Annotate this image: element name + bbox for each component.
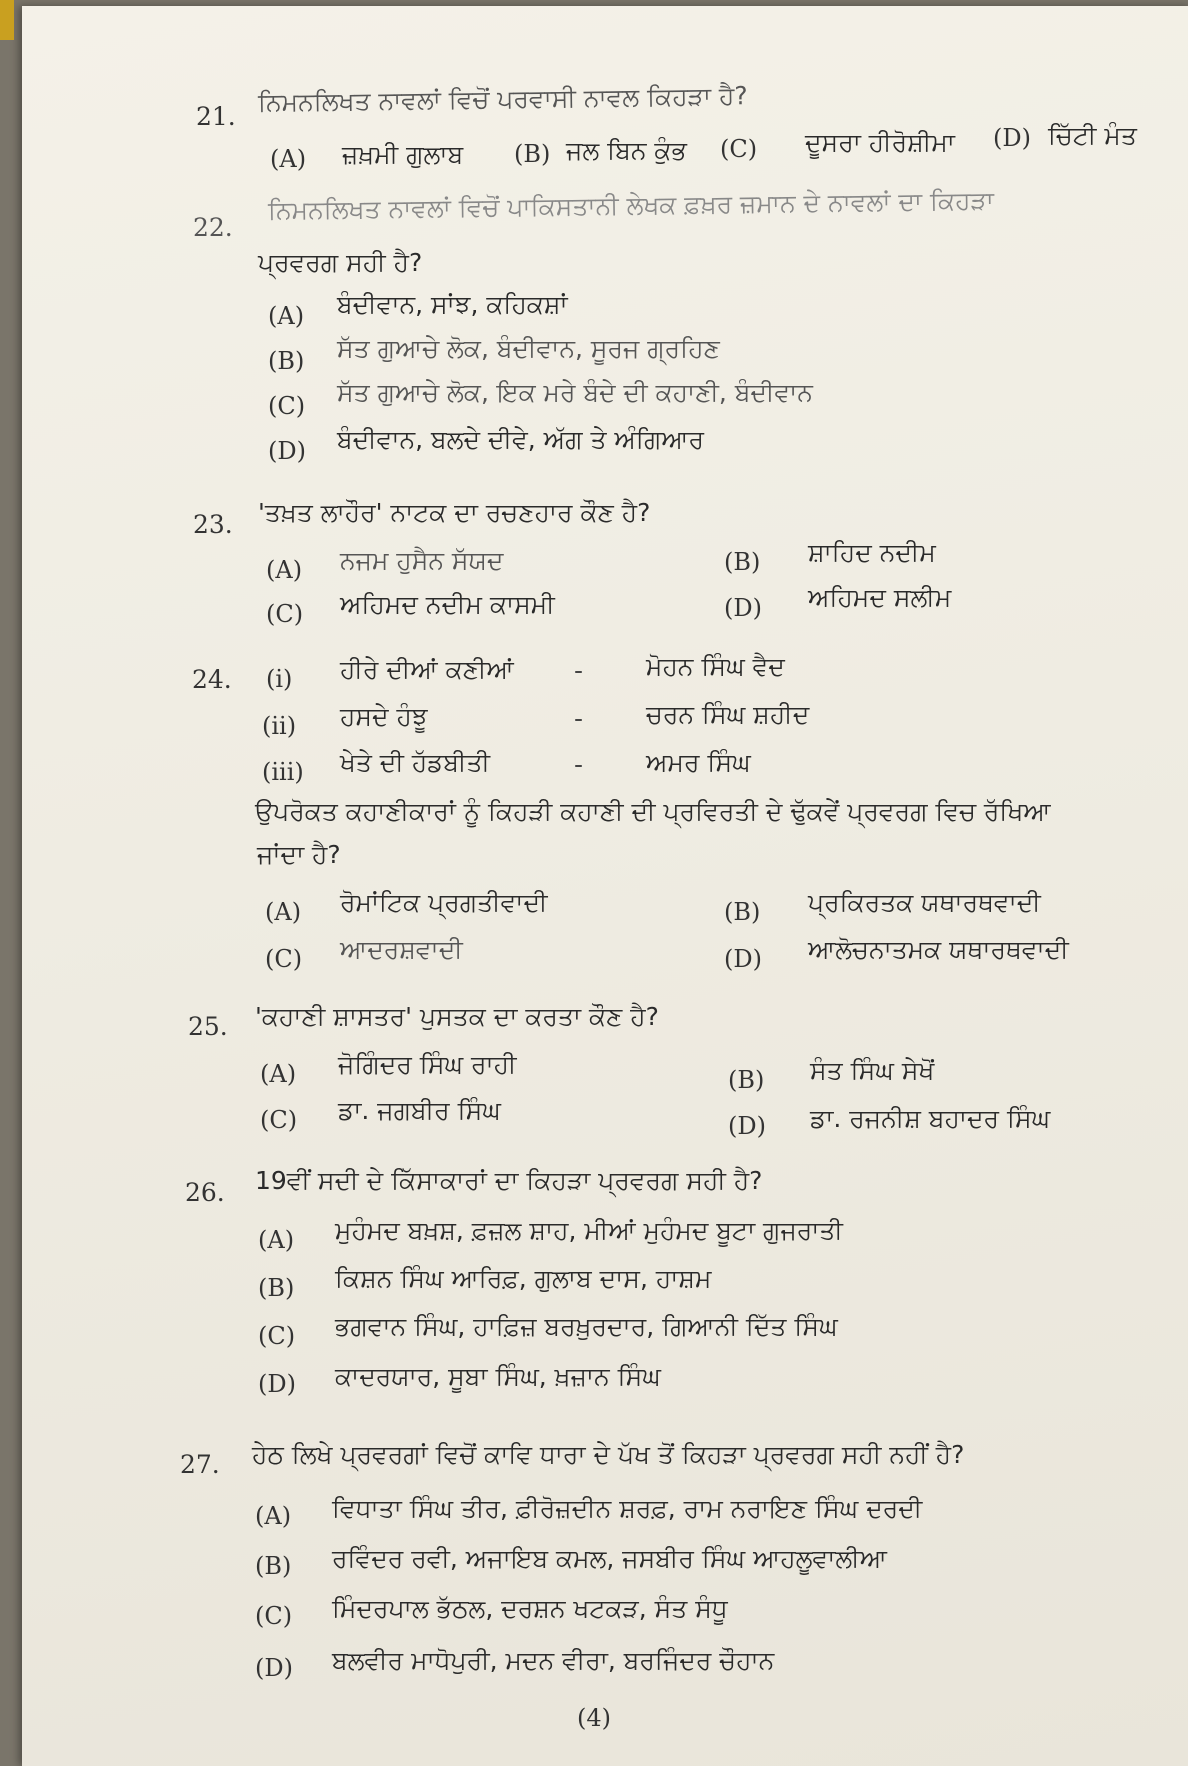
option-text: ਜੋਗਿੰਦਰ ਸਿੰਘ ਰਾਹੀ: [338, 1050, 517, 1079]
option-text: ਅਹਿਮਦ ਨਦੀਮ ਕਾਸਮੀ: [340, 590, 555, 619]
option-label: (B): [724, 548, 761, 576]
question-number: 24.: [192, 665, 232, 694]
pair-author: ਚਰਨ ਸਿੰਘ ਸ਼ਹੀਦ: [646, 700, 810, 729]
pair-number: (i): [266, 665, 293, 693]
option-label: (A): [260, 1060, 297, 1088]
question-number: 21.: [196, 102, 236, 131]
question-text: 'ਕਹਾਣੀ ਸ਼ਾਸਤਰ' ਪੁਸਤਕ ਦਾ ਕਰਤਾ ਕੌਣ ਹੈ?: [255, 1002, 659, 1031]
option-label: (D): [728, 1112, 766, 1140]
option-text: ਰਵਿੰਦਰ ਰਵੀ, ਅਜਾਇਬ ਕਮਲ, ਜਸਬੀਰ ਸਿੰਘ ਆਹਲੂਵਾਲੀਆ: [332, 1544, 887, 1573]
option-text: ਬਲਵੀਰ ਮਾਧੋਪੁਰੀ, ਮਦਨ ਵੀਰਾ, ਬਰਜਿੰਦਰ ਚੌਹਾਨ: [332, 1646, 775, 1675]
question-text: ਉਪਰੋਕਤ ਕਹਾਣੀਕਾਰਾਂ ਨੂੰ ਕਿਹੜੀ ਕਹਾਣੀ ਦੀ ਪ੍ਰਵਿਰਤੀ ਦੇ ਢੁੱਕਵੇਂ ਪ੍ਰਵਰਗ ਵਿਚ ਰੱਖਿਆ: [255, 797, 1051, 826]
option-text: ਮੁਹੰਮਦ ਬਖ਼ਸ਼, ਫ਼ਜ਼ਲ ਸ਼ਾਹ, ਮੀਆਂ ਮੁਹੰਮਦ ਬੂਟਾ ਗੁਜਰਾਤੀ: [335, 1216, 843, 1245]
question-number: 22.: [193, 213, 233, 242]
question-text-continued: ਪ੍ਰਵਰਗ ਸਹੀ ਹੈ?: [258, 248, 423, 277]
option-label: (A): [255, 1502, 292, 1530]
option-text: ਬੰਦੀਵਾਨ, ਬਲਦੇ ਦੀਵੇ, ਅੱਗ ਤੇ ਅੰਗਿਆਰ: [337, 425, 705, 454]
option-text: ਵਿਧਾਤਾ ਸਿੰਘ ਤੀਰ, ਫ਼ੀਰੋਜ਼ਦੀਨ ਸ਼ਰਫ਼, ਰਾਮ ਨਰਾਇਣ ਸਿੰਘ ਦਰਦੀ: [332, 1494, 923, 1523]
pair-author: ਅਮਰ ਸਿੰਘ: [646, 748, 751, 777]
question-text: ਨਿਮਨਲਿਖਤ ਨਾਵਲਾਂ ਵਿਚੋਂ ਪਾਕਿਸਤਾਨੀ ਲੇਖਕ ਫ਼ਖ਼ਰ ਜ਼ਮਾਨ ਦੇ ਨਾਵਲਾਂ ਦਾ ਕਿਹੜਾ: [267, 185, 995, 225]
option-label: (C): [720, 135, 758, 163]
page-number: (4): [577, 1704, 611, 1732]
option-label: (D): [255, 1654, 293, 1682]
question-number: 27.: [180, 1450, 220, 1479]
option-label: (D): [993, 124, 1031, 152]
option-text: ਆਦਰਸ਼ਵਾਦੀ: [340, 935, 463, 964]
question-text: 19ਵੀਂ ਸਦੀ ਦੇ ਕਿੱਸਾਕਾਰਾਂ ਦਾ ਕਿਹੜਾ ਪ੍ਰਵਰਗ ਸਹੀ ਹੈ?: [255, 1166, 763, 1195]
pair-title: ਹੀਰੇ ਦੀਆਂ ਕਣੀਆਂ: [340, 655, 514, 684]
option-label: (A): [258, 1226, 295, 1254]
question-text: ਨਿਮਨਲਿਖਤ ਨਾਵਲਾਂ ਵਿਚੋਂ ਪਰਵਾਸੀ ਨਾਵਲ ਕਿਹੜਾ ਹੈ?: [257, 81, 748, 117]
option-text: ਭਗਵਾਨ ਸਿੰਘ, ਹਾਫ਼ਿਜ਼ ਬਰਖ਼ੁਰਦਾਰ, ਗਿਆਨੀ ਦਿੱਤ ਸਿੰਘ: [335, 1312, 838, 1341]
option-text: ਆਲੋਚਨਾਤਮਕ ਯਥਾਰਥਵਾਦੀ: [808, 935, 1069, 964]
option-label: (C): [255, 1602, 293, 1630]
question-number: 26.: [185, 1178, 225, 1207]
option-text: ਬੰਦੀਵਾਨ, ਸਾਂਝ, ਕਹਿਕਸ਼ਾਂ: [337, 290, 568, 319]
question-number: 25.: [188, 1012, 228, 1041]
option-label: (B): [258, 1274, 295, 1302]
option-label: (D): [724, 594, 762, 622]
option-label: (B): [514, 140, 551, 168]
option-text: ਕਿਸ਼ਨ ਸਿੰਘ ਆਰਿਫ਼, ਗੁਲਾਬ ਦਾਸ, ਹਾਸ਼ਮ: [335, 1264, 712, 1293]
option-label: (B): [255, 1552, 292, 1580]
option-label: (C): [265, 945, 303, 973]
question-text: ਹੇਠ ਲਿਖੇ ਪ੍ਰਵਰਗਾਂ ਵਿਚੋਂ ਕਾਵਿ ਧਾਰਾ ਦੇ ਪੱਖ ਤੋਂ ਕਿਹੜਾ ਪ੍ਰਵਰਗ ਸਹੀ ਨਹੀਂ ਹੈ?: [252, 1440, 965, 1469]
option-label: (C): [266, 600, 304, 628]
option-text: ਦੂਸਰਾ ਹੀਰੋਸ਼ੀਮਾ: [805, 128, 955, 157]
option-text: ਅਹਿਮਦ ਸਲੀਮ: [808, 583, 952, 612]
option-label: (A): [270, 145, 307, 173]
pair-dash: -: [574, 750, 584, 779]
option-text: ਸੱਤ ਗੁਆਚੇ ਲੋਕ, ਇਕ ਮਰੇ ਬੰਦੇ ਦੀ ਕਹਾਣੀ, ਬੰਦੀਵਾਨ: [337, 378, 813, 407]
page-edge: [0, 0, 14, 40]
option-label: (C): [260, 1106, 298, 1134]
option-text: ਪ੍ਰਕਿਰਤਕ ਯਥਾਰਥਵਾਦੀ: [808, 888, 1041, 917]
question-number: 23.: [193, 510, 233, 539]
option-label: (C): [268, 392, 306, 420]
question-text-continued: ਜਾਂਦਾ ਹੈ?: [257, 840, 341, 869]
option-label: (C): [258, 1322, 296, 1350]
pair-number: (ii): [262, 712, 297, 740]
option-label: (B): [724, 898, 761, 926]
option-label: (D): [268, 437, 306, 465]
option-label: (A): [265, 898, 302, 926]
option-text: ਜਲ ਬਿਨ ਕੁੰਭ: [566, 136, 687, 165]
pair-dash: -: [574, 656, 584, 685]
option-text: ਸੰਤ ਸਿੰਘ ਸੇਖੋਂ: [810, 1056, 935, 1085]
option-label: (A): [266, 556, 303, 584]
option-text: ਕਾਦਰਯਾਰ, ਸੂਬਾ ਸਿੰਘ, ਖ਼ਜ਼ਾਨ ਸਿੰਘ: [335, 1362, 661, 1391]
pair-number: (iii): [262, 758, 304, 786]
option-text: ਚਿੱਟੀ ਮੰਤ: [1048, 121, 1137, 150]
option-label: (B): [268, 347, 305, 375]
pair-title: ਖੇਤੇ ਦੀ ਹੱਡਬੀਤੀ: [340, 748, 491, 777]
option-text: ਸੱਤ ਗੁਆਚੇ ਲੋਕ, ਬੰਦੀਵਾਨ, ਸੂਰਜ ਗ੍ਰਹਿਣ: [337, 334, 720, 363]
pair-dash: -: [574, 704, 584, 733]
option-text: ਡਾ. ਜਗਬੀਰ ਸਿੰਘ: [338, 1096, 501, 1125]
pair-title: ਹਸਦੇ ਹੰਝੂ: [340, 702, 428, 731]
question-text: 'ਤਖ਼ਤ ਲਾਹੌਰ' ਨਾਟਕ ਦਾ ਰਚਣਹਾਰ ਕੌਣ ਹੈ?: [258, 498, 651, 527]
option-text: ਡਾ. ਰਜਨੀਸ਼ ਬਹਾਦਰ ਸਿੰਘ: [810, 1104, 1051, 1133]
option-label: (D): [258, 1370, 296, 1398]
option-text: ਜ਼ਖ਼ਮੀ ਗੁਲਾਬ: [342, 140, 464, 169]
option-text: ਮਿੰਦਰਪਾਲ ਭੱਠਲ, ਦਰਸ਼ਨ ਖਟਕੜ, ਸੰਤ ਸੰਧੂ: [332, 1594, 728, 1623]
option-label: (A): [268, 302, 305, 330]
option-label: (B): [728, 1066, 765, 1094]
option-text: ਨਜਮ ਹੁਸੈਨ ਸੱਯਦ: [340, 546, 504, 575]
pair-author: ਮੋਹਨ ਸਿੰਘ ਵੈਦ: [646, 652, 785, 681]
option-text: ਰੋਮਾਂਟਿਕ ਪ੍ਰਗਤੀਵਾਦੀ: [340, 888, 548, 917]
option-label: (D): [724, 945, 762, 973]
option-text: ਸ਼ਾਹਿਦ ਨਦੀਮ: [808, 538, 936, 567]
